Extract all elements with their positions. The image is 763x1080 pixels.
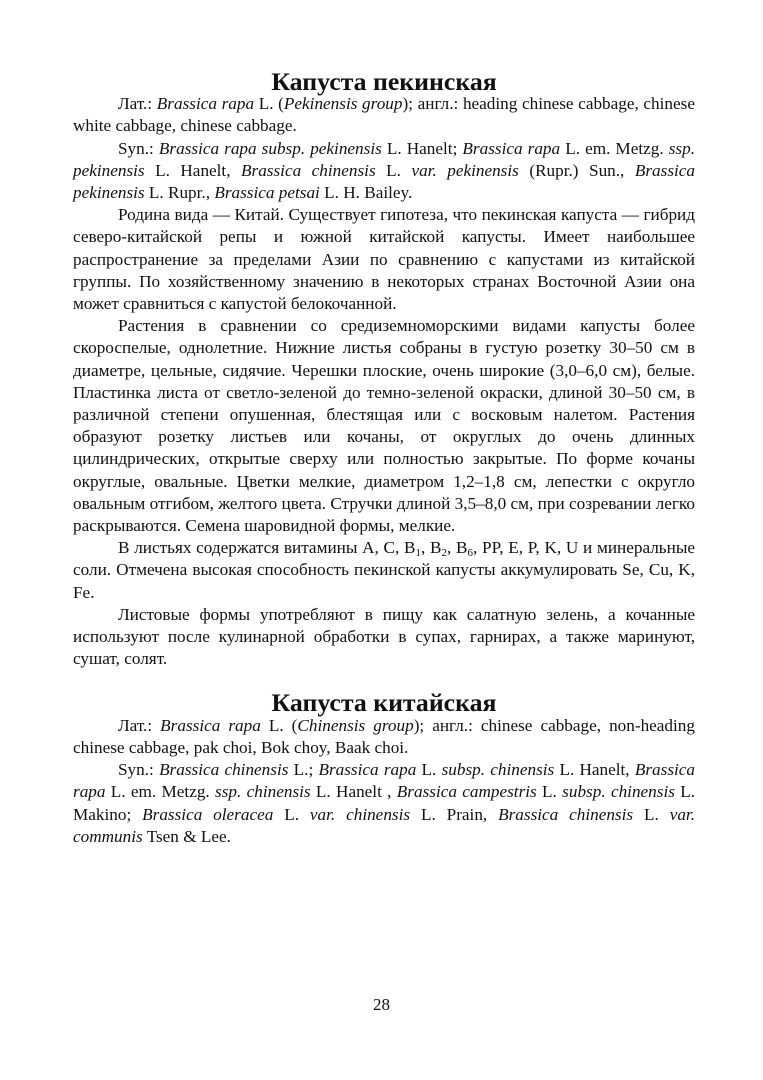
syn-term: subsp. chinensis (441, 760, 555, 780)
syn-text: L. H. Bailey. (319, 183, 413, 203)
page-number: 28 (373, 995, 390, 1014)
species-name: Brassica rapa (160, 715, 261, 735)
vitamins-text: В листьях содержатся витамины A, C, B (118, 538, 416, 558)
section-title-kitayskaya: Капуста китайская (271, 688, 497, 718)
syn-term: Brassica pekinensis (73, 160, 696, 203)
syn-term: ssp. chinensis (215, 782, 311, 802)
author-text: L. ( (258, 94, 284, 114)
syn-term: Brassica petsai (214, 183, 320, 203)
latin-names-paragraph (73, 93, 695, 137)
syn-term: subsp. chinensis (562, 782, 675, 802)
syn-term: var. chinensis (309, 804, 411, 824)
subscript: 6 (467, 547, 473, 560)
lat-label: Лат.: (118, 94, 153, 114)
syn-term: Brassica rapa subsp. pekinensis (158, 138, 382, 158)
syn-text: L. Hanelt, (144, 160, 242, 180)
synonyms-paragraph (73, 138, 695, 205)
vitamins-text: , B (421, 538, 442, 558)
subscript: 2 (441, 547, 447, 560)
syn-text: L. Prain, (410, 804, 499, 824)
syn-term: Brassica rapa (462, 138, 561, 158)
latin-names-paragraph (73, 715, 695, 759)
synonyms-paragraph (73, 759, 695, 848)
syn-text: L. em. Metzg. (560, 138, 669, 158)
syn-term: var. pekinensis (411, 160, 519, 180)
syn-label: Syn.: (118, 138, 154, 158)
syn-label: Syn.: (118, 760, 154, 780)
syn-term: Brassica rapa (73, 760, 695, 802)
lat-label: Лат.: (118, 715, 153, 735)
syn-text: L. (633, 804, 670, 824)
author-text: L. ( (268, 715, 298, 735)
origin-paragraph: Родина вида — Китай. Существует гипотеза, что пекинская капуста — гибрид северо-китайской репы и южной китайской капусты. Имеет наибольшее распространение за пределами Азии по сравнению с капустами из китайской группы. По хозяйственному значению в некоторых странах Восточной Азии она может сравниться с капустой белокочанной. (73, 205, 695, 314)
syn-term: Brassica rapa (318, 760, 417, 780)
syn-text: L. Hanelt , (310, 782, 397, 802)
species-name: Brassica rapa (156, 94, 255, 114)
vitamins-text: , B (447, 538, 468, 558)
syn-text: L.; (288, 760, 319, 780)
syn-text: L. Rupr., (144, 183, 215, 203)
syn-text: L. (273, 804, 310, 824)
syn-text: L. (375, 160, 412, 180)
vitamins-text: , PP, E, P, K, U и минеральные соли. Отмечена высокая способность пекинской капусты аккумулировать Se, Cu, K, Fe. (73, 538, 696, 602)
syn-term: var. communis (73, 804, 696, 846)
syn-term: Brassica chinensis (159, 760, 289, 780)
syn-text: Tsen & Lee. (142, 826, 231, 846)
syn-text: L. Hanelt; (381, 138, 463, 158)
english-names: ); англ.: heading chinese cabbage, chinese white cabbage, chinese cabbage. (73, 94, 695, 136)
subscript: 1 (415, 547, 421, 560)
syn-term: Brassica chinensis (498, 804, 634, 824)
syn-term: ssp. pekinensis (73, 138, 695, 180)
syn-text: (Rupr.) Sun., (518, 160, 635, 180)
syn-text: L. Makino; (73, 782, 696, 824)
syn-text: L. (416, 760, 442, 780)
syn-text: L. (536, 782, 563, 802)
english-names: ); англ.: chinese cabbage, non-heading chinese cabbage, pak choi, Bok choy, Baak choi. (73, 715, 695, 757)
section-title-pekinskaya: Капуста пекинская (271, 67, 497, 96)
syn-text: L. Hanelt, (554, 760, 635, 780)
document-page (73, 67, 696, 848)
syn-term: Brassica oleracea (142, 804, 274, 824)
usage-paragraph: Листовые формы употребляют в пищу как салатную зелень, а кочанные используют после кулинарной обработки в супах, гарнирах, а также маринуют, сушат, солят. (73, 604, 695, 669)
vitamins-paragraph (73, 537, 695, 604)
plant-description-paragraph: Растения в сравнении со средиземноморскими видами капусты более скороспелые, однолетние. Нижние листья собраны в густую розетку 30–50 см в диаметре, цельные, сидячие. Черешки плоские, очень широкие (3,0–6,0 см), белые. Пластинка листа от светло-зеленой до темно-зеленой окраски, длиной 30–50 см, в различной степени опушенная, блестящая или с восковым налетом. Растения образуют розетку листьев или кочаны, от округлых до очень длинных цилиндрических, открытые сверху или полностью закрытые. По форме кочаны округлые, овальные. Цветки мелкие, диаметром 1,2–1,8 см, лепестки с округло овальным отгибом, желтого цвета. Стручки длиной 3,5–8,0 см, при созревании легко раскрываются. Семена шаровидной формы, мелкие. (73, 316, 695, 536)
syn-text: L. em. Metzg. (105, 782, 216, 802)
group-name: Pekinensis group (283, 94, 403, 114)
group-name: Chinensis group (297, 715, 414, 735)
syn-term: Brassica chinensis (241, 160, 376, 180)
syn-term: Brassica campestris (396, 782, 537, 802)
